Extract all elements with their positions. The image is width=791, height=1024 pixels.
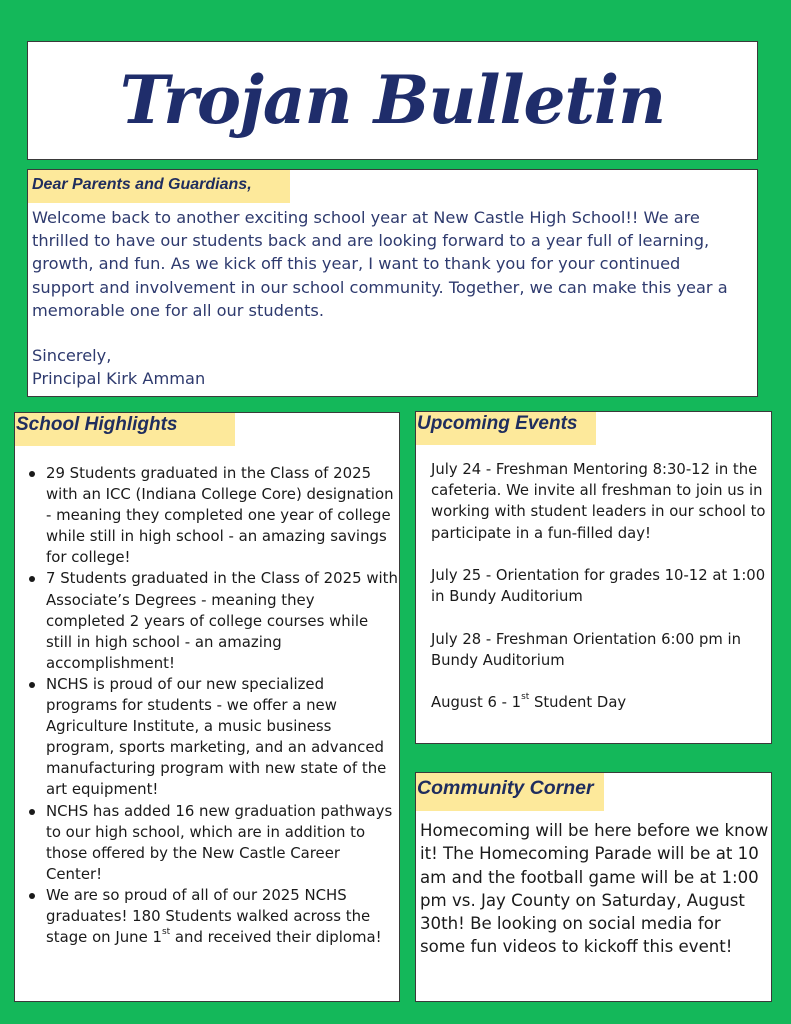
principal-letter	[27, 169, 758, 397]
title-banner	[27, 41, 758, 160]
school-highlights-section	[14, 412, 400, 1002]
list-item	[46, 885, 398, 948]
upcoming-events-section	[415, 411, 772, 744]
community-corner-section	[415, 772, 772, 1002]
community-text: Homecoming will be here before we know it! The Homecoming Parade will be at 10 am and the football game will be at 1:00 pm vs. Jay County on Saturday, August 30th! Be looking on social media for some fun videos to kickoff this event!	[420, 821, 769, 957]
section-heading: Community Corner	[416, 773, 604, 811]
section-heading: Upcoming Events	[416, 412, 596, 445]
list-item: NCHS has added 16 new graduation pathways to our high school, which are in addition to those offered by the New Castle Career Center!	[46, 801, 398, 885]
letter-body: Welcome back to another exciting school year at New Castle High School!! We are thrilled to have our students back and are looking forward to a year full of learning, growth, and fun. As we kick off this year, I want to thank you for your continued support and involvement in our school community. Together, we can make this year a memorable one for all our students.	[32, 208, 728, 320]
letter-signature: Principal Kirk Amman	[32, 369, 206, 388]
events-list	[431, 459, 772, 735]
list-item-text: and received their diploma!	[170, 928, 382, 947]
ordinal-suffix: st	[521, 692, 530, 703]
list-item: 29 Students graduated in the Class of 2025 with an ICC (Indiana College Core) designation - meaning they completed one year of college while still in high school - an amazing savings for college!	[46, 463, 398, 568]
section-heading: School Highlights	[15, 413, 235, 446]
list-item: 7 Students graduated in the Class of 2025 with Associate’s Degrees - meaning they completed 2 years of college courses while still in high school - an amazing accomplishment!	[46, 568, 398, 673]
ordinal-suffix: st	[161, 927, 171, 938]
event-item: July 24 - Freshman Mentoring 8:30-12 in the cafeteria. We invite all freshman to join us in working with student leaders in our school to participate in a fun-filled day!	[431, 461, 766, 542]
highlights-list	[46, 463, 398, 948]
event-item: July 28 - Freshman Orientation 6:00 pm in Bundy Auditorium	[431, 630, 742, 669]
event-item	[431, 692, 772, 713]
list-item: NCHS is proud of our new specialized programs for students - we offer a new Agriculture Institute, a music business program, sports marketing, and an advanced manufacturing program with new state of the art equipment!	[46, 674, 398, 801]
letter-greeting: Dear Parents and Guardians,	[28, 170, 290, 203]
event-text: August 6 - 1	[431, 694, 522, 712]
letter-closing: Sincerely,	[32, 346, 112, 365]
page-title: Trojan Bulletin	[119, 61, 666, 139]
event-item: July 25 - Orientation for grades 10-12 at 1:00 in Bundy Auditorium	[431, 567, 766, 606]
letter-signoff	[32, 344, 205, 390]
list-item-text: We are so proud of all of our 2025 NCHS graduates! 180 Students walked across the stage on June 1	[46, 885, 371, 947]
event-text: Student Day	[529, 694, 627, 712]
